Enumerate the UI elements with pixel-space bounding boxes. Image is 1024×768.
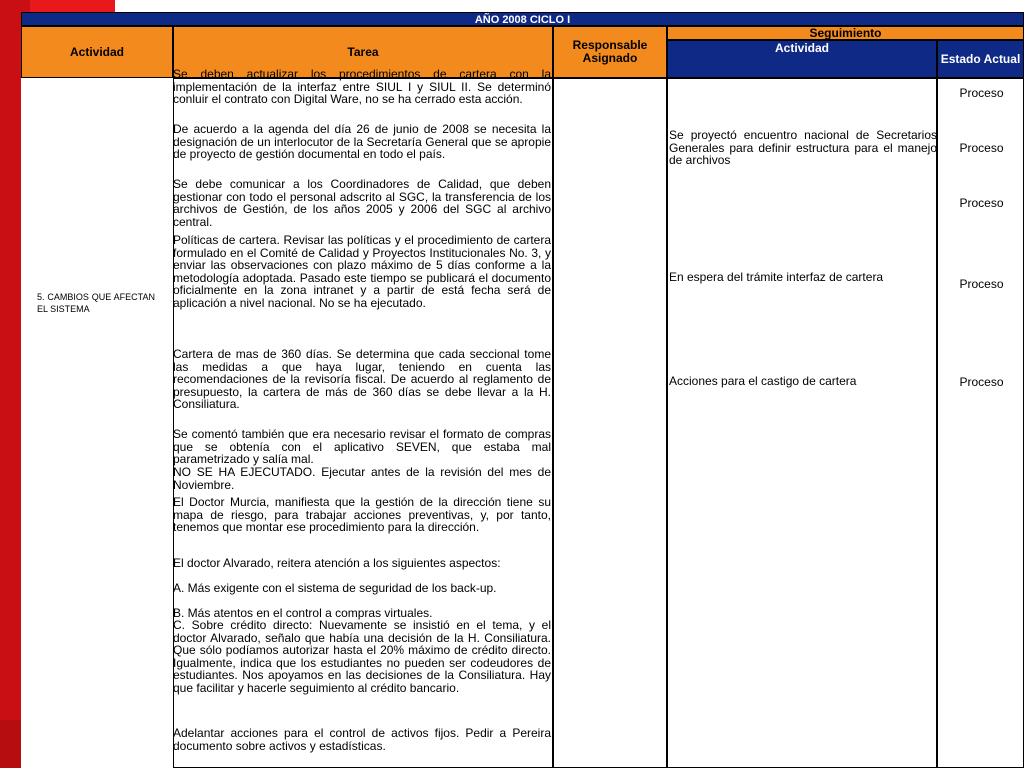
estado-value: Proceso [959, 196, 1004, 210]
task-item: Se debe comunicar a los Coordinadores de Calidad, que deben gestionar con todo el personal adscrito al SGC, la transferencia de los archivos de Gestión, de los años 2005 y 2006 del SGC al archivo central. [173, 177, 551, 229]
header-seguimiento-actividad: Actividad [667, 40, 937, 78]
header-tarea: Tarea [173, 26, 553, 78]
column-estado [937, 78, 1024, 768]
task-item: C. Sobre crédito directo: Nuevamente se insistió en el tema, y el doctor Alvarado, señalo que había una decisión de la H. Consiliatura. Que sólo podíamos autorizar hasta el 20% máximo de crédito directo. Igualmente, indica que los estudiantes no pueden ser codeudores de estudiantes. Nos apoyamos en las decisiones de la Consiliatura. Hay que facilitar y hacerle seguimiento al crédito bancario. [173, 618, 551, 695]
header-responsable: Responsable Asignado [553, 26, 667, 78]
task-item: De acuerdo a la agenda del día 26 de junio de 2008 se necesita la designación de un interlocutor de la Secretaría General que se apropie de proyecto de gestión documental en todo el país. [173, 122, 551, 161]
task-item: El doctor Alvarado, reitera atención a los siguientes aspectos: [173, 556, 501, 570]
tracking-table [21, 12, 1024, 768]
task-item: Cartera de mas de 360 días. Se determina que cada seccional tome las medidas a que haya lugar, teniendo en cuenta las recomendaciones de la revisoría fiscal. De acuerdo al reglamento de presupuesto, la cartera de más de 360 días se debe llevar a la H. Consiliatura. [173, 347, 551, 411]
estado-value: Proceso [959, 277, 1004, 291]
task-item: A. Más exigente con el sistema de seguridad de los back-up. [173, 581, 497, 595]
column-responsable [553, 78, 667, 768]
activity-label: 5. CAMBIOS QUE AFECTAN EL SISTEMA [37, 292, 155, 314]
table-title: AÑO 2008 CICLO I [21, 12, 1024, 26]
header-actividad: Actividad [21, 26, 173, 78]
followup-item: En espera del trámite interfaz de cartera [669, 270, 884, 284]
estado-value: Proceso [959, 375, 1004, 389]
header-estado-actual: Estado Actual [937, 40, 1024, 78]
followup-item: Se proyectó encuentro nacional de Secretarios Generales para definir estructura para el manejo de archivos [669, 128, 937, 167]
task-item: Se comentó también que era necesario revisar el formato de compras que se obtenía con el aplicativo SEVEN, que estaba mal parametrizado y salía mal. [173, 427, 551, 466]
column-seguimiento [667, 78, 937, 768]
estado-value: Proceso [959, 141, 1004, 155]
task-item: Adelantar acciones para el control de activos fijos. Pedir a Pereira documento sobre activos y estadísticas. [173, 726, 551, 753]
task-item: Políticas de cartera. Revisar las políticas y el procedimiento de cartera formulado en el Comité de Calidad y Proyectos Institucionales No. 3, y enviar las observaciones con plazo máximo de 5 días conforme a la metodología adoptada. Pasado este tiempo se publicará el documento oficialmente en la zona intranet y a partir de está fecha será de aplicación a nivel nacional. No se ha ejecutado. [173, 233, 551, 310]
task-item: Se deben actualizar los procedimientos de cartera con la implementación de la interfaz entre SIUL I y SIUL II. Se determinó conluir el contrato con Digital Ware, no se ha cerrado esta acción. [173, 67, 551, 106]
followup-item: Acciones para el castigo de cartera [669, 374, 857, 388]
task-item: B. Más atentos en el control a compras virtuales. [173, 606, 433, 620]
task-item: NO SE HA EJECUTADO. Ejecutar antes de la revisión del mes de Noviembre. [173, 465, 551, 492]
task-item: El Doctor Murcia, manifiesta que la gestión de la dirección tiene su mapa de riesgo, para trabajar acciones preventivas, y, por tanto, tenemos que montar ese procedimiento para la dirección. [173, 495, 551, 534]
estado-value: Proceso [959, 86, 1004, 100]
column-actividad [21, 78, 173, 768]
header-seguimiento: Seguimiento [667, 26, 1024, 40]
